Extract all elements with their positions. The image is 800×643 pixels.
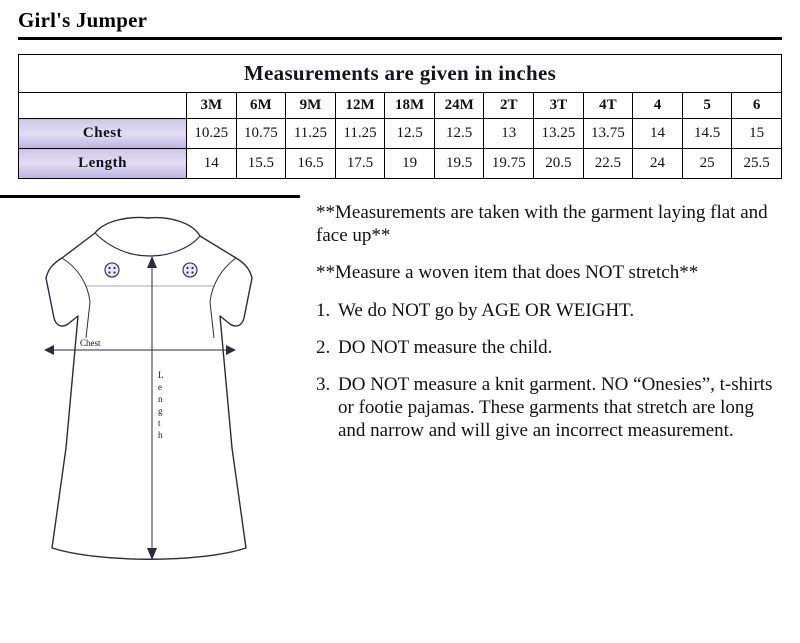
measurement-cell: 13 [484,119,534,149]
measurements-table [18,54,782,179]
chest-label: Chest [80,338,101,348]
size-header-cell: 3M [187,93,237,119]
note-2-number: 2. [316,336,331,358]
svg-text:e: e [158,382,162,392]
measurement-cell: 25 [682,149,732,179]
measurement-cell: 10.75 [236,119,286,149]
measurement-cell: 16.5 [286,149,336,179]
notes-block [300,195,782,573]
button-right-icon [183,263,197,277]
measurement-cell: 25.5 [732,149,782,179]
measurement-cell: 14 [633,119,683,149]
measurement-cell: 12.5 [434,119,484,149]
table-size-header-row [19,93,782,119]
size-header-cell: 6M [236,93,286,119]
note-item-3 [316,373,782,443]
size-header-cell: 18M [385,93,435,119]
lower-section [0,195,800,573]
measurement-cell: 14.5 [682,119,732,149]
svg-text:t: t [158,418,161,428]
jumper-illustration [0,198,300,573]
header-empty-cell [19,93,187,119]
measurement-cell: 14 [187,149,237,179]
row-label: Length [19,149,187,179]
note-3-number: 3. [316,373,331,395]
note-woven: **Measure a woven item that does NOT stretch** [316,262,699,284]
note-1-number: 1. [316,299,331,321]
svg-text:L: L [158,370,164,380]
svg-text:n: n [158,394,163,404]
measurement-cell: 11.25 [335,119,385,149]
measurements-table-wrap [0,54,800,179]
measurement-cell: 19.5 [434,149,484,179]
title-block [0,0,800,33]
button-left-icon [105,263,119,277]
svg-text:h: h [158,430,163,440]
measurement-cell: 17.5 [335,149,385,179]
size-header-cell: 5 [682,93,732,119]
table-row [19,149,782,179]
row-label: Chest [19,119,187,149]
table-banner: Measurements are given in inches [19,55,782,93]
table-row [19,119,782,149]
table-banner-row [19,55,782,93]
measurement-cell: 19 [385,149,435,179]
size-header-cell: 2T [484,93,534,119]
note-item-2 [316,336,782,359]
size-header-cell: 3T [534,93,584,119]
measurement-cell: 24 [633,149,683,179]
note-2-text: DO NOT measure the child. [338,336,553,358]
page-title: Girl's Jumper [18,8,148,32]
measurement-cell: 10.25 [187,119,237,149]
note-flat-lay: **Measurements are taken with the garment laying flat and face up** [316,202,768,247]
svg-text:g: g [158,406,163,416]
measurement-cell: 20.5 [534,149,584,179]
measurement-cell: 12.5 [385,119,435,149]
measurement-cell: 22.5 [583,149,633,179]
measurement-cell: 11.25 [286,119,336,149]
measurement-cell: 13.25 [534,119,584,149]
note-item-1 [316,299,782,322]
measurement-cell: 15 [732,119,782,149]
size-header-cell: 24M [434,93,484,119]
note-3-text: DO NOT measure a knit garment. NO “Onesies”, t-shirts or footie pajamas. These garments that stretch are long and narrow and will give an incorrect measurement. [338,373,773,442]
garment-figure [0,195,300,573]
measurement-cell: 13.75 [583,119,633,149]
measurement-cell: 15.5 [236,149,286,179]
size-header-cell: 9M [286,93,336,119]
measurement-cell: 19.75 [484,149,534,179]
size-header-cell: 4T [583,93,633,119]
note-1-text: We do NOT go by AGE OR WEIGHT. [338,299,635,321]
size-header-cell: 4 [633,93,683,119]
size-header-cell: 6 [732,93,782,119]
size-header-cell: 12M [335,93,385,119]
title-divider [18,37,782,40]
